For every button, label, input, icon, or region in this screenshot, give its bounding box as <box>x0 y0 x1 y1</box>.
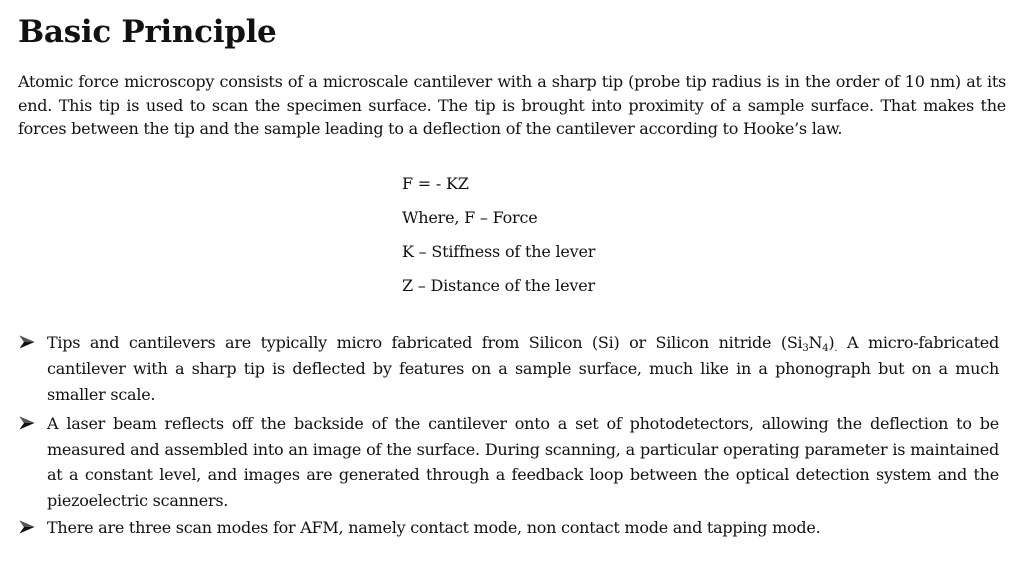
bullet-text-part: ) <box>828 333 835 352</box>
subscript-4: 4 <box>822 343 829 354</box>
arrowhead-bullet-icon <box>18 415 36 431</box>
subscript-period: . <box>834 343 838 354</box>
hookes-law-block <box>402 173 595 309</box>
arrowhead-bullet-icon <box>18 334 36 350</box>
arrowhead-bullet-icon <box>18 519 36 535</box>
bullet-text: There are three scan modes for AFM, namely contact mode, non contact mode and tapping mode. <box>47 518 821 537</box>
bullet-text-part: Tips and cantilevers are typically micro fabricated from Silicon (Si) or Silicon nitride (Si <box>47 333 803 352</box>
intro-paragraph: Atomic force microscopy consists of a microscale cantilever with a sharp tip (probe tip radius is in the order of 10 nm) at its end. This tip is used to scan the specimen surface. The tip is brought into proximity of a sample surface. That makes the forces between the tip and the sample leading to a deflection of the cantilever according to Hooke’s law. <box>18 72 1006 138</box>
equation-definition-stiffness: K – Stiffness of the lever <box>402 242 596 261</box>
subscript-3: 3 <box>802 343 809 354</box>
equation-definition-force: Where, F – Force <box>402 208 538 227</box>
bullet-text: A laser beam reflects off the backside of the cantilever onto a set of photodetectors, allowing the deflection to be measured and assembled into an image of the surface. During scanning, a particular operating parameter is maintained at a constant level, and images are generated through a feedback loop between the optical detection system and the piezoelectric scanners. <box>47 414 999 510</box>
equation-formula: F = - KZ <box>402 174 469 193</box>
bullet-item-scan-modes <box>18 515 999 541</box>
equation-definition-distance: Z – Distance of the lever <box>402 276 595 295</box>
slide-title: Basic Principle <box>18 14 277 50</box>
bullet-list <box>18 330 999 541</box>
bullet-text-part: A micro-fabricated cantilever with a sharp tip is deflected by features on a sample surface, much like in a phonograph but on a much smaller scale. <box>47 333 999 404</box>
bullet-item-laser <box>18 411 999 513</box>
bullet-item-materials <box>18 330 999 408</box>
bullet-text-part: N <box>808 333 823 352</box>
